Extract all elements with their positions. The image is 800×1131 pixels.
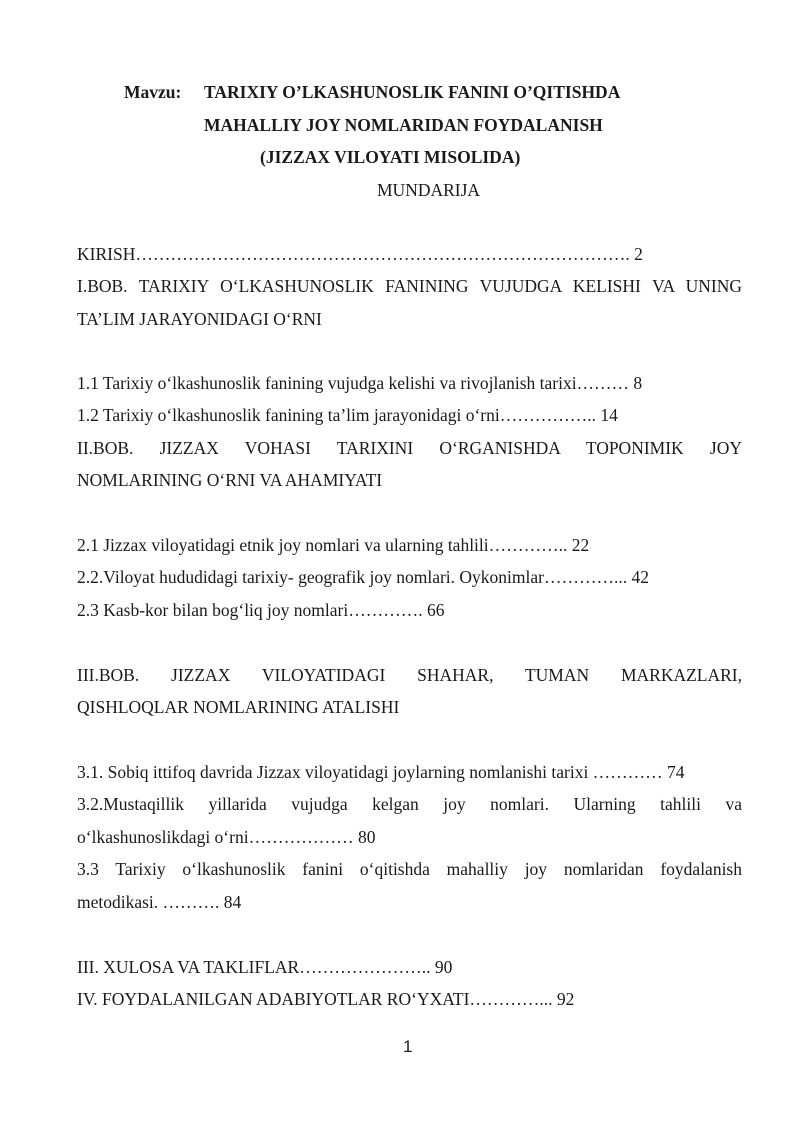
page-number: 1 (403, 1037, 413, 1056)
toc-chapter-3-line-1: III.BOB. JIZZAX VILOYATIDAGI SHAHAR, TUMAN MARKAZLARI, (77, 665, 742, 685)
toc-chapter-2-line-1: II.BOB. JIZZAX VOHASI TARIXINI O‘RGANISHDA TOPONIMIK JOY (77, 438, 742, 458)
title-line-3: (JIZZAX VILOYATI MISOLIDA) (260, 147, 521, 167)
toc-conclusion: III. XULOSA VA TAKLIFLAR………………….. 90 (77, 957, 453, 977)
contents-heading: MUNDARIJA (377, 180, 481, 200)
toc-section-1-2: 1.2 Tarixiy o‘lkashunoslik fanining ta’lim jarayonidagi o‘rni…………….. 14 (77, 405, 618, 425)
toc-section-3-2-line-2: o‘lkashunoslikdagi o‘rni……………… 80 (77, 827, 376, 847)
toc-section-2-1: 2.1 Jizzax viloyatidagi etnik joy nomlari va ularning tahlili………….. 22 (77, 535, 590, 555)
toc-section-3-3-line-2: metodikasi. ………. 84 (77, 892, 242, 912)
toc-chapter-2-line-2: NOMLARINING O‘RNI VA AHAMIYATI (77, 470, 383, 490)
toc-chapter-1-line-1: I.BOB. TARIXIY O‘LKASHUNOSLIK FANINING VUJUDGA KELISHI VA UNING (77, 276, 742, 296)
topic-label: Mavzu: (124, 82, 182, 102)
toc-references: IV. FOYDALANILGAN ADABIYOTLAR RO‘YXATI…………... 92 (77, 989, 575, 1009)
toc-chapter-1-line-2: TA’LIM JARAYONIDAGI O‘RNI (77, 309, 322, 329)
toc-section-1-1: 1.1 Tarixiy o‘lkashunoslik fanining vujudga kelishi va rivojlanish tarixi……… 8 (77, 373, 643, 393)
toc-section-3-3-line-1: 3.3 Tarixiy o‘lkashunoslik fanini o‘qitishda mahalliy joy nomlaridan foydalanish (77, 859, 742, 879)
title-line-1: TARIXIY O’LKASHUNOSLIK FANINI O’QITISHDA (204, 82, 621, 102)
toc-section-3-1: 3.1. Sobiq ittifoq davrida Jizzax viloyatidagi joylarning nomlanishi tarixi ………… 74 (77, 762, 685, 782)
toc-section-2-2: 2.2.Viloyat hududidagi tarixiy- geografik joy nomlari. Oykonimlar…………... 42 (77, 567, 649, 587)
toc-intro: KIRISH…………………………………………………………………………. 2 (77, 244, 643, 264)
title-line-2: MAHALLIY JOY NOMLARIDAN FOYDALANISH (204, 115, 603, 135)
toc-chapter-3-line-2: QISHLOQLAR NOMLARINING ATALISHI (77, 697, 400, 717)
toc-section-2-3: 2.3 Kasb-kor bilan bog‘liq joy nomlari…………. 66 (77, 600, 445, 620)
toc-section-3-2-line-1: 3.2.Mustaqillik yillarida vujudga kelgan joy nomlari. Ularning tahlili va (77, 794, 742, 814)
